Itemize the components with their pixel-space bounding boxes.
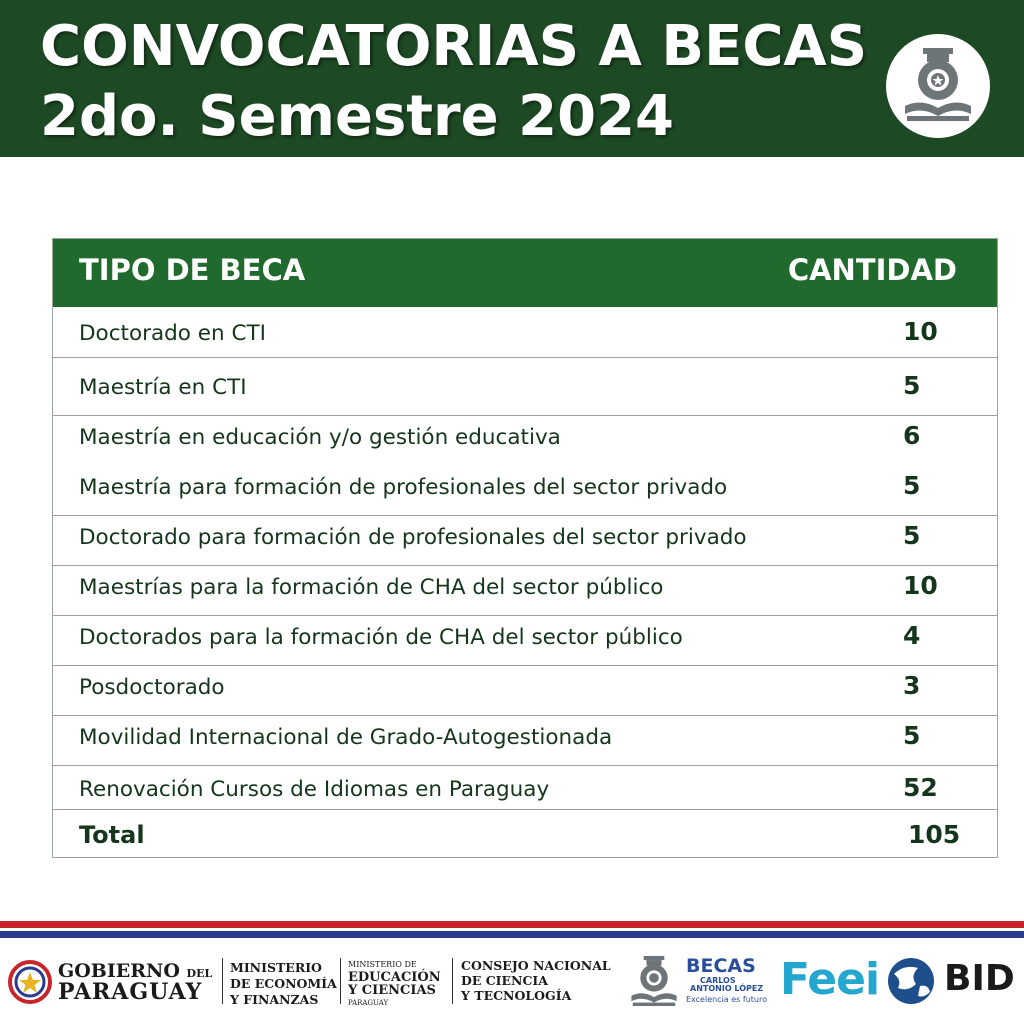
bid-globe-icon [884,956,938,1006]
row-qty: 5 [903,521,921,550]
becas-subtitle [690,977,763,993]
row-qty: 52 [903,773,938,802]
mec-line: Y CIENCIAS [348,983,436,998]
table-header [53,239,997,307]
table-row [53,365,997,416]
bid-text: BID [944,958,1015,999]
mec-logo [348,958,441,1010]
footer-divider [222,958,223,1004]
row-type: Renovación Cursos de Idiomas en Paraguay [79,777,550,802]
conacyt-line: Y TECNOLOGÍA [461,988,572,1003]
conacyt-line: DE CIENCIA [461,973,548,988]
becas-table [52,238,998,858]
row-qty: 10 [903,317,938,346]
row-type: Doctorado en CTI [79,321,266,346]
total-qty: 105 [908,820,961,849]
becas-title: BECAS [686,955,756,977]
row-type: Maestría en educación y/o gestión educativa [79,425,561,450]
row-qty: 6 [903,421,921,450]
becas-line: CARLOS [700,976,736,985]
table-row [53,565,997,616]
mec-line: PARAGUAY [348,999,389,1007]
footer-divider [340,958,341,1004]
conacyt-line: CONSEJO NACIONAL [461,958,611,973]
row-type: Maestría para formación de profesionales del sector privado [79,475,728,500]
flag-stripe-red [0,921,1024,928]
conacyt-logo [461,958,611,1003]
total-label: Total [79,821,145,849]
table-row [53,765,997,810]
paraguay-star-icon [8,960,52,1004]
row-type: Posdoctorado [79,675,225,700]
mec-line: MINISTERIO DE [348,960,417,969]
mef-logo [230,960,337,1008]
table-row [53,307,997,358]
row-qty: 5 [903,471,921,500]
table-row [53,615,997,666]
mef-line: MINISTERIO [230,960,322,975]
row-type: Maestrías para la formación de CHA del sector público [79,575,664,600]
table-row [53,415,997,465]
row-qty: 3 [903,671,921,700]
row-type: Doctorado para formación de profesionales del sector privado [79,525,747,550]
mef-line: DE ECONOMÍA [230,976,337,991]
becas-logo-icon [903,48,973,124]
flag-stripe-blue [0,931,1024,938]
paraguay-text: PARAGUAY [58,979,203,1005]
row-qty: 5 [903,721,921,750]
row-type: Doctorados para la formación de CHA del sector público [79,625,683,650]
table-total-row [53,810,997,860]
mef-line: Y FINANZAS [230,992,319,1007]
page-title: CONVOCATORIAS A BECAS [40,14,868,79]
becas-slogan: Excelencia es futuro [686,995,767,1004]
table-row [53,715,997,766]
table-row [53,665,997,716]
becas-line: ANTONIO LÓPEZ [690,984,764,993]
row-type: Maestría en CTI [79,375,247,400]
table-row [53,465,997,516]
row-qty: 10 [903,571,938,600]
mec-line: EDUCACIÓN [348,970,441,985]
footer-divider [452,958,453,1004]
feei-logo: Feei [780,954,880,1005]
table-row [53,515,997,566]
becas-logo [886,34,990,138]
row-qty: 4 [903,621,921,650]
row-type: Movilidad Internacional de Grado-Autogestionada [79,725,613,750]
column-header-qty: CANTIDAD [787,253,957,287]
gobierno-del-text: DEL [186,967,213,980]
becas-logo-icon [630,955,678,1009]
row-qty: 5 [903,371,921,400]
gobierno-text: GOBIERNO [58,960,180,982]
column-header-type: TIPO DE BECA [79,253,306,287]
page-subtitle: 2do. Semestre 2024 [40,84,674,149]
header-banner [0,0,1024,157]
